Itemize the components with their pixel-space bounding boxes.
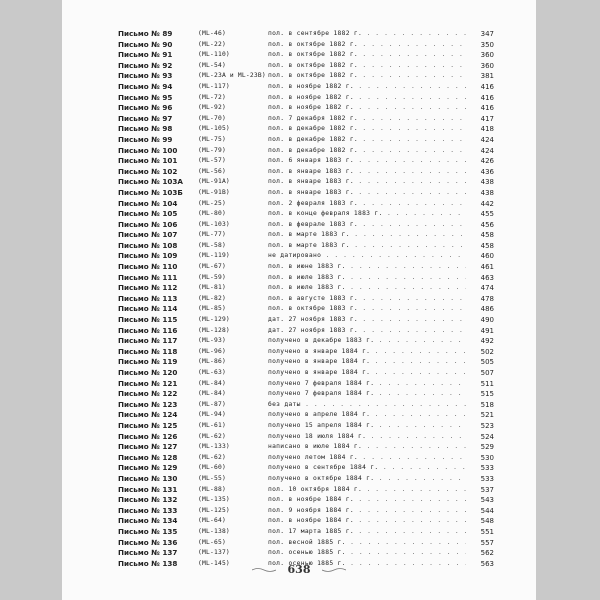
toc-entry-code: (ML-64) <box>198 517 226 525</box>
toc-row <box>118 495 494 506</box>
toc-entry-date: получено 7 февраля 1884 г. . . . <box>268 389 466 400</box>
toc-row <box>118 516 494 527</box>
toc-entry-date: пол. в ноябре 1884 г. . . . <box>268 495 466 506</box>
toc-entry-page: 533 <box>480 474 494 483</box>
toc-entry-title: Письмо № 127 <box>118 442 178 452</box>
toc-entry-date: пол. в марте 1883 г. . . . <box>268 241 466 252</box>
toc-entry-title: Письмо № 97 <box>118 113 173 123</box>
toc-entry-page: 460 <box>480 252 494 261</box>
toc-row <box>118 29 494 40</box>
toc-entry-code: (ML-84) <box>198 379 226 387</box>
toc-entry-title: Письмо № 111 <box>118 272 178 282</box>
toc-entry-title: Письмо № 103Б <box>118 187 183 197</box>
toc-entry-date: пол. в феврале 1883 г. . . . <box>268 220 466 231</box>
toc-entry-code: (ML-129) <box>198 316 230 324</box>
toc-entry-page: 461 <box>480 263 494 272</box>
toc-entry-code: (ML-82) <box>198 294 226 302</box>
toc-entry-date: пол. в октябре 1882 г. . . . <box>268 71 466 82</box>
toc-entry-code: (ML-133) <box>198 443 230 451</box>
toc-row <box>118 357 494 368</box>
toc-entry-code: (ML-105) <box>198 125 230 133</box>
toc-entry-date: пол. 17 марта 1885 г. . . . <box>268 527 466 538</box>
toc-entry-code: (ML-70) <box>198 114 226 122</box>
toc-entry-code: (ML-117) <box>198 82 230 90</box>
toc-row <box>118 199 494 210</box>
toc-entry-title: Письмо № 101 <box>118 156 178 166</box>
toc-entry-code: (ML-84) <box>198 390 226 398</box>
toc-row <box>118 82 494 93</box>
toc-row <box>118 463 494 474</box>
toc-entry-code: (ML-62) <box>198 432 226 440</box>
table-of-contents <box>118 29 494 569</box>
toc-entry-page: 458 <box>480 231 494 240</box>
toc-entry-title: Письмо № 116 <box>118 325 178 335</box>
toc-row <box>118 156 494 167</box>
toc-entry-code: (ML-93) <box>198 337 226 345</box>
toc-entry-page: 360 <box>480 51 494 60</box>
toc-entry-page: 456 <box>480 220 494 229</box>
toc-entry-title: Письмо № 91 <box>118 50 173 60</box>
toc-entry-date: пол. 9 ноября 1884 г. . . . <box>268 506 466 517</box>
toc-entry-title: Письмо № 125 <box>118 420 178 430</box>
toc-row <box>118 432 494 443</box>
toc-entry-page: 418 <box>480 125 494 134</box>
toc-entry-title: Письмо № 133 <box>118 505 178 515</box>
toc-entry-title: Письмо № 94 <box>118 81 173 91</box>
toc-entry-code: (ML-58) <box>198 241 226 249</box>
toc-entry-page: 543 <box>480 496 494 505</box>
toc-entry-date: пол. в октябре 1883 г. . . . <box>268 304 466 315</box>
toc-row <box>118 50 494 61</box>
toc-entry-date: пол. в марте 1883 г. . . . <box>268 230 466 241</box>
toc-row <box>118 167 494 178</box>
toc-entry-date: пол. в ноябре 1882 г. . . . <box>268 93 466 104</box>
toc-entry-page: 486 <box>480 305 494 314</box>
toc-entry-code: (ML-80) <box>198 210 226 218</box>
toc-entry-page: 491 <box>480 326 494 335</box>
toc-row <box>118 241 494 252</box>
toc-entry-title: Письмо № 92 <box>118 60 173 70</box>
toc-entry-date: получено в октябре 1884 г. . . . <box>268 474 466 485</box>
toc-entry-title: Письмо № 103А <box>118 177 183 187</box>
toc-entry-page: 511 <box>480 379 494 388</box>
toc-row <box>118 61 494 72</box>
toc-entry-date: пол. в январе 1883 г. . . . <box>268 188 466 199</box>
toc-entry-title: Письмо № 124 <box>118 410 178 420</box>
toc-entry-date: получено 15 апреля 1884 г. . . . <box>268 421 466 432</box>
toc-row <box>118 220 494 231</box>
toc-row <box>118 93 494 104</box>
toc-entry-title: Письмо № 115 <box>118 315 178 325</box>
toc-entry-code: (ML-92) <box>198 104 226 112</box>
page-footer <box>62 563 536 581</box>
toc-entry-code: (ML-94) <box>198 411 226 419</box>
toc-row <box>118 71 494 82</box>
toc-entry-date: пол. в ноябре 1882 г. . . . <box>268 82 466 93</box>
toc-row <box>118 368 494 379</box>
toc-row <box>118 389 494 400</box>
toc-entry-title: Письмо № 136 <box>118 537 178 547</box>
toc-entry-page: 507 <box>480 369 494 377</box>
toc-entry-page: 417 <box>480 114 494 123</box>
toc-row <box>118 400 494 411</box>
toc-entry-date: дат. 27 ноября 1883 г. . . . <box>268 326 466 337</box>
toc-row <box>118 474 494 485</box>
toc-entry-title: Письмо № 109 <box>118 251 178 261</box>
toc-entry-page: 518 <box>480 400 494 409</box>
toc-entry-date: пол. 2 февраля 1883 г. . . . <box>268 199 466 210</box>
toc-entry-code: (ML-57) <box>198 157 226 165</box>
toc-entry-page: 562 <box>480 549 494 558</box>
toc-entry-date: написано в июле 1884 г. . . . <box>268 442 466 453</box>
toc-entry-page: 416 <box>480 93 494 102</box>
toc-row <box>118 124 494 135</box>
toc-entry-title: Письмо № 129 <box>118 463 178 473</box>
toc-entry-date: пол. в конце февраля 1883 г. . . . <box>268 209 466 220</box>
toc-entry-code: (ML-128) <box>198 326 230 334</box>
toc-entry-title: Письмо № 130 <box>118 473 178 483</box>
toc-entry-page: 381 <box>480 72 494 81</box>
toc-row <box>118 485 494 496</box>
toc-entry-code: (ML-91A) <box>198 178 230 186</box>
toc-entry-title: Письмо № 114 <box>118 304 178 314</box>
toc-entry-title: Письмо № 120 <box>118 368 178 377</box>
toc-entry-code: (ML-135) <box>198 496 230 504</box>
right-ornament-icon <box>322 567 346 573</box>
toc-entry-date: дат. 27 ноября 1883 г. . . . <box>268 315 466 326</box>
toc-row <box>118 379 494 390</box>
toc-row <box>118 40 494 51</box>
toc-entry-date: получено летом 1884 г. . . . <box>268 453 466 464</box>
toc-entry-date: получено 18 июля 1884 г. . . . <box>268 432 466 443</box>
toc-entry-title: Письмо № 119 <box>118 357 178 367</box>
left-ornament-icon <box>252 567 276 573</box>
toc-entry-page: 424 <box>480 135 494 144</box>
toc-row <box>118 177 494 188</box>
toc-entry-title: Письмо № 89 <box>118 29 173 38</box>
toc-entry-code: (ML-103) <box>198 220 230 228</box>
toc-entry-title: Письмо № 134 <box>118 516 178 526</box>
toc-entry-title: Письмо № 90 <box>118 39 173 49</box>
toc-entry-title: Письмо № 102 <box>118 166 178 176</box>
toc-entry-code: (ML-46) <box>198 30 226 37</box>
toc-row <box>118 506 494 517</box>
toc-row <box>118 442 494 453</box>
toc-entry-title: Письмо № 117 <box>118 336 178 346</box>
toc-entry-code: (ML-88) <box>198 485 226 493</box>
toc-entry-code: (ML-59) <box>198 273 226 281</box>
toc-entry-date: пол. в июле 1883 г. . . . <box>268 273 466 284</box>
toc-entry-title: Письмо № 95 <box>118 92 173 102</box>
toc-entry-code: (ML-65) <box>198 538 226 546</box>
toc-entry-title: Письмо № 121 <box>118 378 178 388</box>
toc-entry-title: Письмо № 105 <box>118 209 178 219</box>
toc-entry-page: 551 <box>480 527 494 536</box>
toc-entry-date: пол. в июне 1883 г. . . . <box>268 262 466 273</box>
toc-entry-title: Письмо № 107 <box>118 230 178 240</box>
toc-entry-date: получено 7 февраля 1884 г. . . . <box>268 379 466 390</box>
toc-entry-date: пол. осенью 1885 г. . . . <box>268 548 466 559</box>
book-page <box>62 0 536 600</box>
toc-entry-title: Письмо № 123 <box>118 399 178 409</box>
toc-entry-page: 515 <box>480 390 494 399</box>
toc-entry-title: Письмо № 137 <box>118 548 178 558</box>
toc-row <box>118 527 494 538</box>
toc-entry-date: пол. весной 1885 г. . . . <box>268 538 466 549</box>
toc-row <box>118 326 494 337</box>
toc-entry-code: (ML-56) <box>198 167 226 175</box>
toc-entry-page: 521 <box>480 411 494 420</box>
toc-entry-date: пол. в ноябре 1884 г. . . . <box>268 516 466 527</box>
toc-entry-date: пол. в декабре 1882 г. . . . <box>268 135 466 146</box>
toc-entry-page: 505 <box>480 358 494 367</box>
toc-entry-code: (ML-110) <box>198 51 230 59</box>
toc-entry-page: 474 <box>480 284 494 293</box>
toc-entry-date: пол. в ноябре 1882 г. . . . <box>268 103 466 114</box>
toc-row <box>118 262 494 273</box>
toc-entry-code: (ML-75) <box>198 135 226 143</box>
toc-entry-code: (ML-85) <box>198 305 226 313</box>
toc-entry-code: (ML-145) <box>198 559 230 567</box>
toc-entry-title: Письмо № 138 <box>118 558 178 568</box>
toc-entry-page: 350 <box>480 40 494 49</box>
toc-entry-code: (ML-86) <box>198 358 226 366</box>
toc-entry-date: пол. в октябре 1882 г. . . . <box>268 40 466 51</box>
toc-row <box>118 294 494 305</box>
toc-entry-page: 478 <box>480 294 494 303</box>
toc-entry-title: Письмо № 135 <box>118 526 178 536</box>
toc-entry-page: 347 <box>480 30 494 38</box>
toc-row <box>118 251 494 262</box>
toc-entry-date: получено в январе 1884 г. . . . <box>268 368 466 379</box>
toc-entry-code: (ML-55) <box>198 474 226 482</box>
toc-entry-code: (ML-77) <box>198 231 226 239</box>
toc-row <box>118 548 494 559</box>
toc-entry-page: 530 <box>480 453 494 462</box>
toc-entry-code: (ML-54) <box>198 61 226 69</box>
toc-row <box>118 336 494 347</box>
toc-entry-code: (ML-96) <box>198 347 226 355</box>
toc-entry-page: 424 <box>480 146 494 155</box>
toc-entry-code: (ML-87) <box>198 400 226 408</box>
toc-row <box>118 453 494 464</box>
toc-entry-code: (ML-72) <box>198 93 226 101</box>
toc-row <box>118 273 494 284</box>
toc-entry-date: получено в апреле 1884 г. . . . <box>268 410 466 421</box>
toc-entry-date: пол. 6 января 1883 г. . . . <box>268 156 466 167</box>
toc-row <box>118 188 494 199</box>
toc-entry-title: Письмо № 118 <box>118 346 178 356</box>
toc-entry-page: 490 <box>480 316 494 325</box>
toc-entry-code: (ML-61) <box>198 421 226 429</box>
toc-entry-page: 548 <box>480 517 494 526</box>
toc-row <box>118 538 494 549</box>
toc-entry-date: пол. осенью 1885 г. . . . <box>268 559 466 570</box>
toc-entry-page: 537 <box>480 485 494 494</box>
toc-entry-code: (ML-91B) <box>198 188 230 196</box>
toc-row <box>118 103 494 114</box>
toc-entry-date: пол. в июле 1883 г. . . . <box>268 283 466 294</box>
toc-entry-date: получено в сентябре 1884 г. . . . <box>268 463 466 474</box>
toc-row <box>118 283 494 294</box>
toc-entry-code: (ML-22) <box>198 40 226 48</box>
toc-entry-code: (ML-62) <box>198 453 226 461</box>
toc-entry-title: Письмо № 93 <box>118 71 173 81</box>
toc-entry-code: (ML-63) <box>198 369 226 376</box>
toc-entry-code: (ML-60) <box>198 464 226 472</box>
toc-entry-page: 436 <box>480 167 494 176</box>
toc-entry-title: Письмо № 104 <box>118 198 178 208</box>
toc-entry-page: 426 <box>480 157 494 166</box>
toc-entry-date: без даты . . . <box>268 400 466 411</box>
toc-entry-page: 442 <box>480 199 494 208</box>
toc-entry-page: 492 <box>480 337 494 346</box>
toc-entry-date: пол. в сентябре 1882 г. . . . <box>268 29 466 40</box>
toc-entry-page: 524 <box>480 432 494 441</box>
toc-row <box>118 304 494 315</box>
toc-entry-title: Письмо № 132 <box>118 495 178 505</box>
toc-entry-title: Письмо № 126 <box>118 431 178 441</box>
toc-entry-date: пол. в октябре 1882 г. . . . <box>268 61 466 72</box>
toc-entry-code: (ML-81) <box>198 284 226 292</box>
toc-row <box>118 146 494 157</box>
toc-entry-page: 523 <box>480 421 494 430</box>
page-number: 638 <box>287 563 311 576</box>
toc-entry-date: пол. 10 октября 1884 г. . . . <box>268 485 466 496</box>
toc-entry-page: 416 <box>480 104 494 113</box>
toc-entry-page: 533 <box>480 464 494 473</box>
toc-entry-page: 544 <box>480 506 494 515</box>
toc-entry-code: (ML-138) <box>198 527 230 535</box>
toc-row <box>118 410 494 421</box>
toc-entry-page: 438 <box>480 188 494 197</box>
toc-entry-title: Письмо № 128 <box>118 452 178 462</box>
toc-entry-page: 438 <box>480 178 494 187</box>
toc-entry-title: Письмо № 131 <box>118 484 178 494</box>
toc-entry-code: (ML-119) <box>198 252 230 260</box>
toc-entry-date: пол. 7 декабря 1882 г. . . . <box>268 114 466 125</box>
toc-entry-code: (ML-67) <box>198 263 226 271</box>
toc-row <box>118 421 494 432</box>
toc-entry-page: 360 <box>480 61 494 70</box>
toc-entry-title: Письмо № 108 <box>118 240 178 250</box>
toc-row <box>118 230 494 241</box>
toc-entry-page: 416 <box>480 82 494 91</box>
toc-entry-date: пол. в декабре 1882 г. . . . <box>268 124 466 135</box>
toc-entry-page: 463 <box>480 273 494 282</box>
toc-entry-date: пол. в октябре 1882 г. . . . <box>268 50 466 61</box>
toc-entry-page: 557 <box>480 538 494 547</box>
toc-entry-title: Письмо № 122 <box>118 389 178 399</box>
toc-row <box>118 135 494 146</box>
toc-entry-code: (ML-23А и ML-23В) <box>198 72 266 80</box>
toc-entry-title: Письмо № 96 <box>118 103 173 113</box>
toc-row <box>118 209 494 220</box>
toc-row <box>118 315 494 326</box>
toc-entry-title: Письмо № 106 <box>118 219 178 229</box>
toc-entry-title: Письмо № 113 <box>118 293 178 303</box>
toc-entry-page: 458 <box>480 241 494 250</box>
toc-entry-title: Письмо № 110 <box>118 262 178 272</box>
toc-entry-date: пол. в августе 1883 г. . . . <box>268 294 466 305</box>
toc-entry-date: получено в январе 1884 г. . . . <box>268 357 466 368</box>
toc-entry-title: Письмо № 100 <box>118 145 178 155</box>
toc-entry-date: пол. в январе 1883 г. . . . <box>268 177 466 188</box>
toc-row <box>118 114 494 125</box>
toc-entry-code: (ML-137) <box>198 549 230 557</box>
toc-entry-date: не датировано . . . <box>268 251 466 262</box>
toc-entry-page: 529 <box>480 443 494 452</box>
toc-entry-page: 455 <box>480 210 494 219</box>
toc-entry-title: Письмо № 112 <box>118 283 178 293</box>
toc-entry-code: (ML-79) <box>198 146 226 154</box>
toc-entry-title: Письмо № 99 <box>118 134 173 144</box>
toc-row <box>118 347 494 358</box>
toc-entry-page: 563 <box>480 559 494 568</box>
toc-entry-title: Письмо № 98 <box>118 124 173 134</box>
toc-entry-date: пол. в декабре 1882 г. . . . <box>268 146 466 157</box>
toc-entry-page: 502 <box>480 347 494 356</box>
toc-entry-code: (ML-25) <box>198 199 226 207</box>
toc-entry-date: получено в декабре 1883 г. . . . <box>268 336 466 347</box>
toc-entry-date: получено в январе 1884 г. . . . <box>268 347 466 358</box>
toc-entry-date: пол. в январе 1883 г. . . . <box>268 167 466 178</box>
toc-entry-code: (ML-125) <box>198 506 230 514</box>
